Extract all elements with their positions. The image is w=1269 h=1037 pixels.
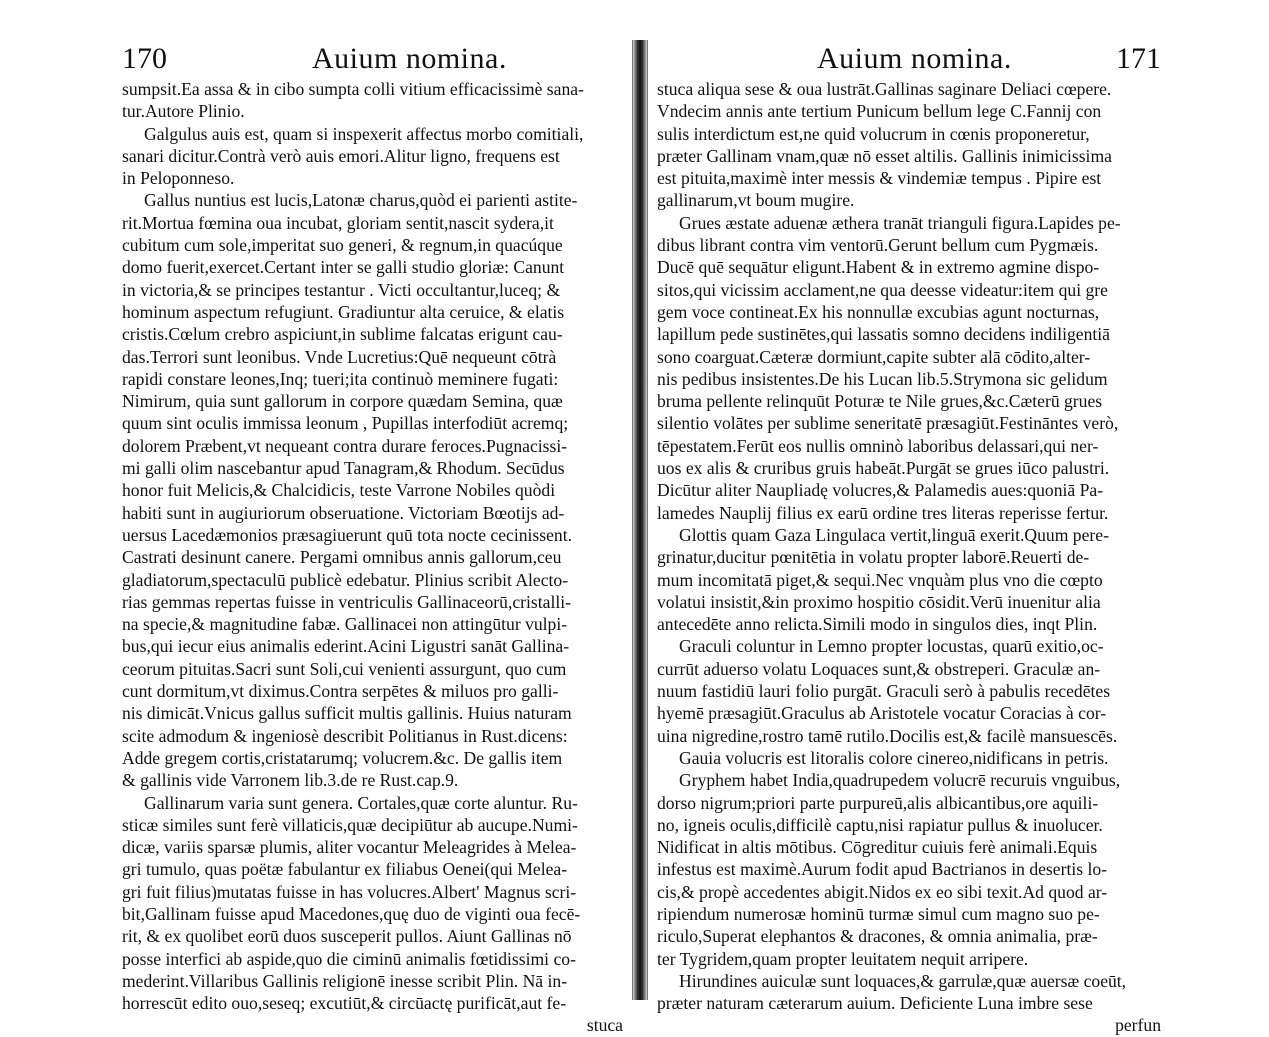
text-line: Graculi coluntur in Lemno propter locustas, quarū exitio,oc- (679, 636, 1104, 657)
text-line: infestus est maximè.Aurum fodit apud Bactrianos in desertis lo- (657, 859, 1108, 880)
text-line: volatui insistit,&in proximo hospitio cōsidit.Verū inuenitur alia (657, 591, 1101, 612)
text-line: sulis interdictum est,ne quid volucrum in cœnis proponeretur, (657, 123, 1090, 144)
text-line: quum sint oculis immissa leonum , Pupillas interfodiūt acremq; (122, 413, 569, 434)
text-line: Gallus nuntius est lucis,Latonæ charus,quòd ei parienti astite- (144, 190, 578, 211)
text-line: in Peloponneso. (122, 168, 235, 189)
text-line: uos ex alis & cruribus gruis habeāt.Purgāt se grues iūco palustri. (657, 458, 1110, 479)
text-line: mum incomitatā piget,& sequi.Nec vnquàm plus vno die cœpto (657, 569, 1103, 590)
right-page-number: 171 (1116, 42, 1161, 75)
text-line: Ducē quē sequātur eligunt.Habent & in extremo agmine dispo- (657, 257, 1100, 278)
text-line: Nimirum, quia sunt gallorum in corpore quædam Semina, quæ (122, 391, 563, 412)
right-running-title: Auium nomina. (817, 42, 1012, 75)
text-line: rapidi constare leones,Inq; tueri;ita continuò meminere fugati: (122, 368, 559, 389)
text-line: in victoria,& se principes testantur . Victi occultantur,luceq; & (122, 279, 561, 300)
text-line: mi galli olim nascebantur apud Tanagram,& Rhodum. Secūdus (122, 458, 565, 479)
text-line: gladiatorum,spectaculū publicè edebatur. Plinius scribit Alecto- (122, 569, 569, 590)
text-line: dolorem Præbent,vt nequeant contra durare feroces.Pugnacissi- (122, 435, 568, 456)
text-line: lapillum pede sustinētes,qui lassatis somno decidens indiligentiā (657, 324, 1110, 345)
text-line: cristis.Cœlum crebro aspiciunt,in sublime falcatas erigunt cau- (122, 324, 563, 345)
text-line: bit,Gallinam fuisse apud Macedones,quę duo de viginti oua fecē- (122, 903, 581, 924)
text-line: cubitum cum sole,imperitat suo generi, & regnum,in quacúque (122, 235, 563, 256)
text-line: Gryphem habet India,quadrupedem volucrē recuruis vnguibus, (679, 770, 1121, 791)
left-page (0, 0, 633, 1036)
text-line: præter Gallinam vnam,quæ nō esset altilis. Gallinis inimicissima (657, 145, 1112, 166)
text-line: Dicūtur aliter Naupliadę volucres,& Palamedis aues:quoniā Pa- (657, 480, 1104, 501)
text-line: tēpestatem.Ferūt eos nullis omninò laboribus delassari,qui ner- (657, 435, 1099, 456)
text-line: Hirundines auiculæ sunt loquaces,& garrulæ,quæ auersæ coeūt, (679, 970, 1127, 991)
left-page-header (122, 40, 623, 78)
right-page (647, 0, 1269, 1036)
text-line: nuum fastidiū lauri folio purgāt. Graculi serò à pabulis recedētes (657, 681, 1111, 702)
text-line: dorso nigrum;priori parte purpureū,alis albicantibus,ore aquili- (657, 792, 1099, 813)
text-line: rit, & ex quolibet eorū duos susceperit pullos. Aiunt Gallinas nō (122, 926, 572, 947)
text-line: perfun (1115, 1015, 1161, 1036)
right-page-header (657, 40, 1161, 78)
text-line: horrescūt edito ouo,seseq; excutiūt,& circūactę purificāt,aut fe- (122, 993, 567, 1014)
text-line: rias gemmas repertas fuisse in ventriculis Gallinaceorū,cristalli- (122, 591, 571, 612)
text-line: hominum aspectum refugiunt. Gradiuntur alta ceruice, & elatis (122, 301, 565, 322)
text-line: lamedes Nauplij filius ex earū ordine tres literas reperisse fertur. (657, 502, 1109, 523)
text-line: bruma pellente relinquūt Poturæ te Nile grues,&c.Cæterū grues (657, 391, 1103, 412)
text-line: stuca aliqua sese & oua lustrāt.Gallinas saginare Deliaci cœpere. (657, 79, 1112, 99)
text-line: cis,& propè accedentes abigit.Nidos ex eo sibi texit.Ad quod ar- (657, 881, 1108, 902)
text-line: das.Terrori sunt leonibus. Vnde Lucretius:Quē nequeunt cōtrà (122, 346, 557, 367)
text-line: rit.Mortua fœmina oua incubat, gloriam sentit,nascit sydera,it (122, 212, 554, 233)
text-line: Grues æstate aduenæ æthera tranāt trianguli figura.Lapides pe- (679, 212, 1121, 233)
text-line: uina nigredine,rostro tamē rutilo.Docilis est,& facilè mansuescēs. (657, 725, 1118, 746)
left-page-number: 170 (122, 42, 167, 75)
text-line: præter naturam cæterarum auium. Deficiente Luna imbre sese (657, 993, 1093, 1014)
text-line: grinatur,ducitur pœnitētia in volatu propter laborē.Reuerti de- (657, 547, 1090, 568)
text-line: dibus librant contra vim ventorū.Gerunt bellum cum Pygmæis. (657, 235, 1099, 256)
text-line: silentio volātes per sublime seneritatē præsagiūt.Festināntes verò, (657, 413, 1119, 434)
text-line: sticæ similes sunt ferè villaticis,quæ decipiūtur ab aucupe.Numi- (122, 814, 578, 835)
text-line: sumpsit.Ea assa & in cibo sumpta colli vitium efficacissimè sana- (122, 79, 584, 99)
text-line: Adde gregem cortis,cristatarumq; volucrem.&c. De gallis item (122, 747, 563, 768)
text-line: Galgulus auis est, quam si inspexerit affectus morbo comitiali, (144, 123, 584, 144)
book-gutter (633, 40, 647, 1000)
text-line: sono coarguat.Cæteræ dormiunt,capite subter alā cōdito,alter- (657, 346, 1091, 367)
text-line: mederint.Villaribus Gallinis religionē inesse scribit Plin. Nā in- (122, 970, 568, 991)
text-line: nis pedibus insistentes.De his Lucan lib.5.Strymona sic gelidum (657, 368, 1108, 389)
text-line: habiti sunt in augiuriorum obseruatione. Victoriam Bœotijs ad- (122, 502, 565, 523)
text-line: posse interfici ab aspide,quo die ciminū animalis fœtidissimi co- (122, 948, 576, 969)
text-line: stuca (586, 1015, 623, 1036)
text-line: Glottis quam Gaza Lingulaca vertit,linguā exerit.Quum pere- (679, 524, 1109, 545)
text-line: antecedēte anno relicta.Simili modo in singulos dies, inqt Plin. (657, 614, 1098, 635)
text-line: gri fuit filius)mutatas fuisse in has volucres.Albert' Magnus scri- (122, 881, 577, 902)
text-line: honor fuit Melicis,& Chalcidicis, teste Varrone Nobiles quòdi (122, 480, 556, 501)
text-line: domo fuerit,exercet.Certant inter se galli studio gloriæ: Canunt (122, 257, 565, 278)
text-line: Gauia volucris est litoralis colore cinereo,nidificans in petris. (679, 747, 1109, 768)
text-line: gallinarum,vt boum mugire. (657, 190, 855, 211)
text-line: sitos,qui vicissim acclament,ne qua deesse videatur:item qui gre (657, 279, 1108, 300)
text-line: ter Tygridem,quam propter leuitatem nequit arripere. (657, 948, 1029, 969)
text-line: ripiendum numerosæ hominū turmæ simul cum magno suo pe- (657, 903, 1100, 924)
text-line: no, igneis oculis,difficilè captu,nisi rapiatur pullus & inuolucer. (657, 814, 1103, 835)
left-running-title: Auium nomina. (312, 42, 507, 75)
text-line: sanari dicitur.Contrà verò auis emori.Alitur ligno, frequens est (122, 145, 560, 166)
text-line: tur.Autore Plinio. (122, 101, 245, 122)
text-line: scite admodum & ingeniosè describit Politianus in Rust.dicens: (122, 725, 568, 746)
text-line: na specie,& magnitudine fabæ. Gallinacei non attingūtur vulpi- (122, 614, 568, 635)
text-line: cunt dormitum,vt diximus.Contra serpētes & miluos pro galli- (122, 681, 559, 702)
text-line: est pituita,maximè inter messis & vindemiæ tempus . Pipire est (657, 168, 1102, 189)
text-line: Castrati desinunt canere. Pergami omnibus annis gallorum,ceu (122, 547, 562, 568)
text-line: gem voce contineat.Ex his nonnullæ excubias agunt nocturnas, (657, 301, 1100, 322)
right-page-text (657, 78, 1161, 1037)
left-page-text (122, 78, 623, 1037)
text-line: uersus Lacedæmonios præsagiuerunt quū tota nocte cecinissent. (122, 524, 572, 545)
text-line: Gallinarum varia sunt genera. Cortales,quæ corte aluntur. Ru- (144, 792, 578, 813)
text-line: ceorum pituitas.Sacri sunt Soli,cui venienti assurgunt, quo cum (122, 658, 567, 679)
text-line: dicæ, variis sparsæ plumis, aliter vocantur Meleagrides à Melea- (122, 837, 577, 858)
text-line: bus,qui iecur eius animalis ederint.Acini Ligustri sanāt Gallina- (122, 636, 570, 657)
text-line: Vndecim annis ante tertium Punicum bellum lege C.Fannij con (657, 101, 1102, 122)
text-line: riculo,Superat elephantos & dracones, & omnia animalia, præ- (657, 926, 1098, 947)
text-line: hyemē præsagiūt.Graculus ab Aristotele vocatur Coracias à cor- (657, 703, 1107, 724)
text-line: Nidificat in altis mōtibus. Cōgreditur cuiuis ferè animali.Equis (657, 837, 1098, 858)
text-line: & gallinis vide Varronem lib.3.de re Rust.cap.9. (122, 770, 459, 791)
text-line: nis dimicāt.Vnicus gallus sufficit multis gallinis. Huius naturam (122, 703, 572, 724)
text-line: currūt aduerso volatu Loquaces sunt,& obstreperi. Graculæ an- (657, 658, 1101, 679)
text-line: gri tumulo, quas poëtæ fabulantur ex filiabus Oenei(qui Melea- (122, 859, 568, 880)
